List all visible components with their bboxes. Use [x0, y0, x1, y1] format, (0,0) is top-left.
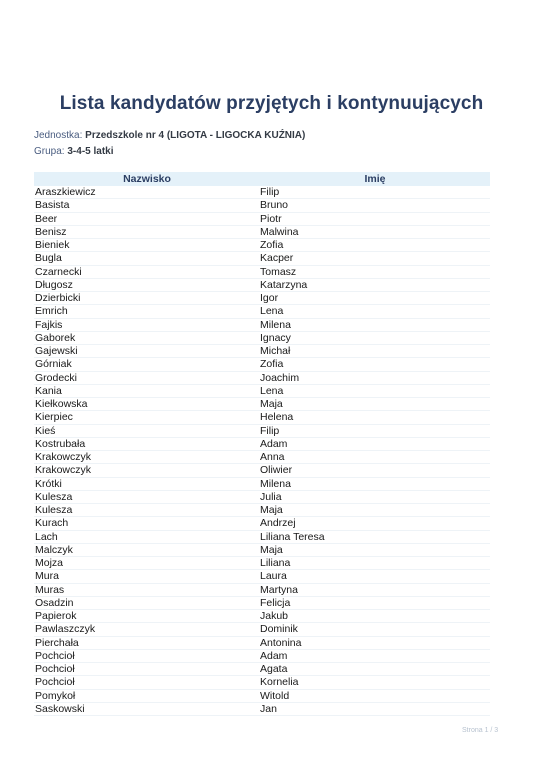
- cell-surname: Muras: [35, 583, 65, 596]
- cell-name: Lena: [260, 384, 284, 397]
- table-row: [34, 517, 490, 530]
- cell-name: Ignacy: [260, 331, 291, 344]
- group-value: 3-4-5 latki: [67, 146, 114, 157]
- cell-surname: Kostrubała: [35, 437, 86, 450]
- cell-name: Milena: [260, 318, 291, 331]
- cell-surname: Kierpiec: [35, 411, 73, 424]
- table-row: [34, 372, 490, 385]
- cell-surname: Pawlaszczyk: [35, 623, 96, 636]
- cell-surname: Malczyk: [35, 543, 73, 556]
- table-row: [34, 650, 490, 663]
- cell-name: Antonina: [260, 636, 302, 649]
- cell-surname: Pochcioł: [35, 676, 75, 689]
- cell-name: Felicja: [260, 596, 291, 609]
- cell-surname: Kieś: [35, 424, 56, 437]
- cell-name: Maja: [260, 398, 283, 410]
- cell-surname: Pochcioł: [35, 663, 75, 675]
- cell-name: Lena: [260, 305, 284, 318]
- cell-name: Oliwier: [260, 464, 293, 477]
- table-row: [34, 266, 490, 279]
- cell-surname: Pochcioł: [35, 649, 75, 662]
- cell-name: Filip: [260, 424, 280, 437]
- table-row: [34, 676, 490, 689]
- cell-surname: Pierchała: [35, 636, 79, 649]
- cell-surname: Bieniek: [35, 239, 70, 251]
- table-row: [34, 544, 490, 557]
- cell-surname: Fajkis: [35, 318, 63, 331]
- cell-surname: Bugla: [35, 252, 62, 265]
- table-row: [34, 226, 490, 239]
- table-row: [34, 464, 490, 477]
- cell-surname: Emrich: [35, 305, 68, 318]
- table-row: [34, 557, 490, 570]
- cell-surname: Beer: [35, 212, 58, 225]
- table-row: [34, 358, 490, 371]
- table-row: [34, 332, 490, 345]
- cell-name: Julia: [260, 490, 282, 503]
- cell-name: Igor: [260, 292, 279, 304]
- cell-name: Helena: [260, 411, 294, 424]
- page-number: Strona 1 / 3: [462, 727, 499, 734]
- table-row: [34, 411, 490, 424]
- cell-name: Katarzyna: [260, 278, 308, 291]
- cell-surname: Gajewski: [35, 345, 78, 357]
- cell-name: Maja: [260, 543, 283, 556]
- cell-name: Kornelia: [260, 676, 299, 689]
- cell-name: Kacper: [260, 252, 294, 265]
- cell-surname: Krakowczyk: [35, 464, 92, 477]
- document-title: Lista kandydatów przyjętych i kontynuujących: [59, 93, 484, 114]
- table-row: [34, 504, 490, 517]
- table-row: [34, 319, 490, 332]
- cell-surname: Kania: [35, 384, 62, 397]
- table-row: [34, 279, 490, 292]
- unit-line: [34, 130, 305, 142]
- column-header-name: Imię: [364, 173, 386, 185]
- column-header-surname: Nazwisko: [123, 173, 171, 185]
- group-line: [34, 146, 114, 158]
- table-header: [34, 172, 490, 186]
- table-row: [34, 385, 490, 398]
- cell-surname: Długosz: [35, 278, 73, 291]
- unit-label: Jednostka:: [34, 130, 83, 141]
- cell-name: Laura: [260, 570, 287, 583]
- table-row: [34, 292, 490, 305]
- cell-surname: Mura: [35, 570, 59, 583]
- cell-surname: Krakowczyk: [35, 451, 92, 463]
- table-row: [34, 199, 490, 212]
- table-row: [34, 584, 490, 597]
- cell-name: Tomasz: [260, 265, 297, 278]
- table-row: [34, 610, 490, 623]
- unit-value: Przedszkole nr 4 (LIGOTA - LIGOCKA KUŹNIA): [85, 130, 306, 141]
- cell-surname: Kulesza: [35, 490, 73, 503]
- table-row: [34, 252, 490, 265]
- cell-surname: Krótki: [35, 477, 62, 490]
- cell-name: Malwina: [260, 225, 299, 238]
- cell-surname: Mojza: [35, 557, 64, 569]
- cell-name: Filip: [260, 186, 280, 198]
- table-row: [34, 637, 490, 650]
- table-row: [34, 570, 490, 583]
- cell-name: Zofia: [260, 358, 284, 371]
- candidates-table: [34, 172, 490, 716]
- table-row: [34, 305, 490, 318]
- cell-surname: Lach: [35, 530, 58, 543]
- table-row: [34, 531, 490, 544]
- cell-name: Agata: [260, 663, 288, 675]
- cell-name: Anna: [260, 451, 285, 463]
- cell-name: Zofia: [260, 239, 284, 251]
- table-row: [34, 239, 490, 252]
- table-row: [34, 597, 490, 610]
- cell-name: Martyna: [260, 583, 298, 596]
- table-row: [34, 213, 490, 226]
- table-body: [34, 186, 490, 716]
- cell-name: Bruno: [260, 199, 289, 212]
- cell-surname: Benisz: [35, 225, 67, 238]
- cell-name: Adam: [260, 649, 288, 662]
- cell-surname: Papierok: [35, 610, 77, 622]
- cell-surname: Grodecki: [35, 371, 78, 384]
- cell-name: Maja: [260, 504, 283, 516]
- table-row: [34, 623, 490, 636]
- table-row: [34, 451, 490, 464]
- cell-surname: Gaborek: [35, 331, 76, 344]
- cell-name: Adam: [260, 437, 288, 450]
- table-row: [34, 398, 490, 411]
- cell-surname: Saskowski: [35, 702, 85, 715]
- table-row: [34, 438, 490, 451]
- cell-surname: Kiełkowska: [35, 398, 88, 410]
- cell-name: Jan: [260, 702, 277, 715]
- cell-surname: Kulesza: [35, 504, 73, 516]
- table-row: [34, 703, 490, 716]
- cell-name: Milena: [260, 477, 291, 490]
- table-row: [34, 690, 490, 703]
- cell-name: Jakub: [260, 610, 289, 622]
- cell-surname: Osadzin: [35, 596, 74, 609]
- table-row: [34, 663, 490, 676]
- cell-surname: Pomykoł: [35, 689, 76, 702]
- cell-surname: Kurach: [35, 517, 69, 530]
- cell-name: Liliana: [260, 557, 291, 569]
- table-row: [34, 491, 490, 504]
- cell-surname: Górniak: [35, 358, 72, 371]
- table-row: [34, 425, 490, 438]
- table-row: [34, 345, 490, 358]
- table-row: [34, 478, 490, 491]
- cell-name: Michał: [260, 345, 291, 357]
- group-label: Grupa:: [34, 146, 65, 157]
- cell-name: Liliana Teresa: [260, 530, 325, 543]
- cell-name: Joachim: [260, 371, 300, 384]
- cell-name: Dominik: [260, 623, 298, 636]
- cell-surname: Dzierbicki: [35, 292, 81, 304]
- cell-surname: Basista: [35, 199, 70, 212]
- cell-name: Piotr: [260, 212, 282, 225]
- cell-surname: Czarnecki: [35, 265, 82, 278]
- cell-surname: Araszkiewicz: [35, 186, 96, 198]
- cell-name: Andrzej: [260, 517, 296, 530]
- table-row: [34, 186, 490, 199]
- cell-name: Witold: [260, 689, 290, 702]
